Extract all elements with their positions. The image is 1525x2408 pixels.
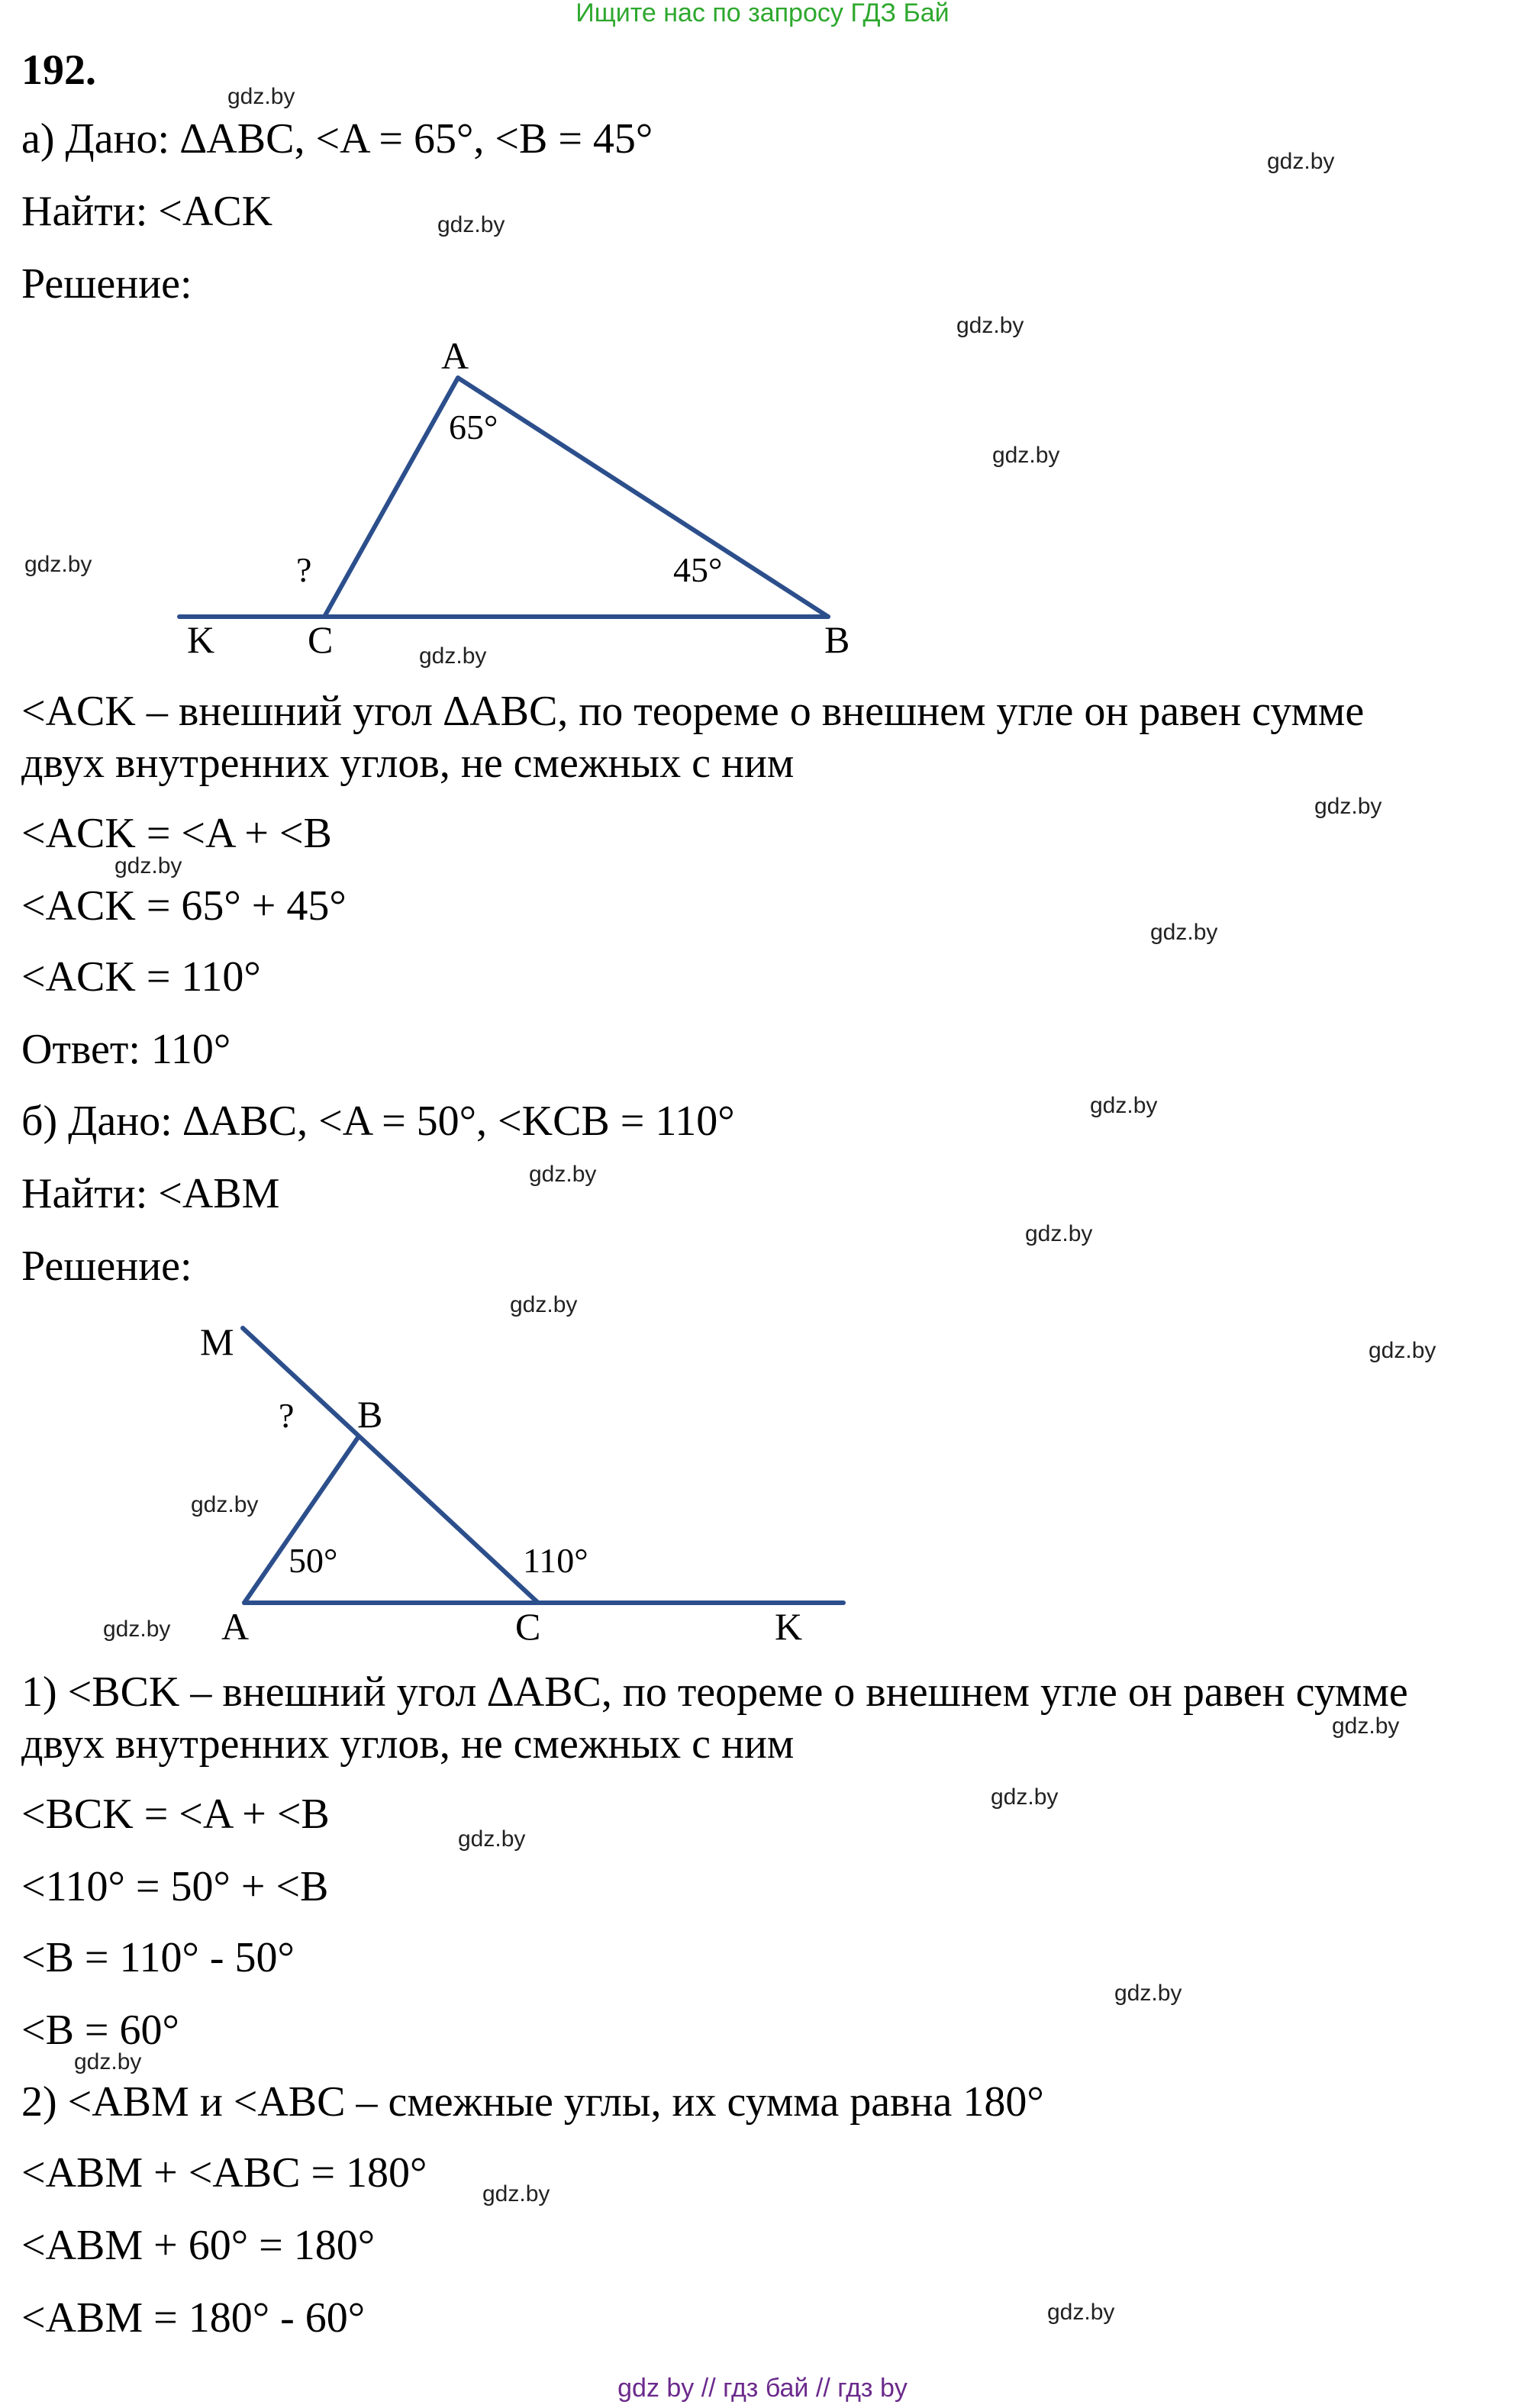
- part-b-step-3: <B = 110° - 50°: [21, 1934, 295, 1981]
- watermark: gdz.by: [103, 1617, 171, 1642]
- angle-a-value: 50°: [289, 1541, 338, 1580]
- watermark: gdz.by: [1314, 794, 1382, 819]
- part-a-solution-label: Решение:: [21, 260, 192, 308]
- watermark: gdz.by: [1150, 920, 1218, 945]
- watermark: gdz.by: [956, 313, 1024, 338]
- watermark: gdz.by: [1332, 1713, 1400, 1739]
- footer-links[interactable]: gdz by // гдз бай // гдз by: [617, 2374, 908, 2403]
- watermark: gdz.by: [114, 853, 182, 878]
- unknown-angle: ?: [279, 1396, 295, 1435]
- watermark: gdz.by: [510, 1292, 578, 1317]
- watermark: gdz.by: [1047, 2300, 1115, 2325]
- angle-c-value: 110°: [523, 1541, 588, 1580]
- part-b-find: Найти: <ABM: [21, 1170, 280, 1217]
- part-b-step-8: <ABM = 180° - 60°: [21, 2294, 366, 2342]
- watermark: gdz.by: [482, 2181, 550, 2207]
- watermark: gdz.by: [419, 643, 487, 669]
- watermark: gdz.by: [191, 1492, 259, 1517]
- part-a-step-2: <ACK = 65° + 45°: [21, 882, 347, 930]
- line-mc: [243, 1328, 538, 1603]
- part-b-step-2: <110° = 50° + <B: [21, 1863, 329, 1910]
- part-b-given: б) Дано: ∆ABC, <A = 50°, <KCB = 110°: [21, 1098, 735, 1145]
- watermark: gdz.by: [227, 84, 295, 109]
- search-banner[interactable]: Ищите нас по запросу ГДЗ Бай: [576, 0, 949, 27]
- watermark: gdz.by: [991, 1784, 1059, 1810]
- part-a-step-3: <ACK = 110°: [21, 953, 261, 1001]
- part-b-explanation-2: двух внутренних углов, не смежных с ним: [21, 1720, 795, 1768]
- watermark: gdz.by: [437, 212, 505, 237]
- angle-b-value: 45°: [673, 550, 723, 589]
- watermark: gdz.by: [992, 443, 1060, 468]
- watermark: gdz.by: [1114, 1981, 1182, 2006]
- vertex-a-label: A: [221, 1605, 250, 1648]
- problem-number: 192.: [21, 47, 96, 94]
- watermark: gdz.by: [24, 552, 92, 577]
- vertex-b-label: B: [357, 1393, 383, 1436]
- part-a-answer: Ответ: 110°: [21, 1026, 231, 1073]
- part-a-find: Найти: <ACK: [21, 188, 273, 235]
- part-b-step-1: <BCK = <A + <B: [21, 1791, 330, 1838]
- ray-k-label: K: [775, 1605, 803, 1648]
- part-b-solution-label: Решение:: [21, 1243, 192, 1290]
- part-a-explanation-1: <ACK – внешний угол ∆ABC, по теореме о внешнем угле он равен сумме: [21, 688, 1365, 735]
- vertex-k-label: K: [187, 618, 215, 661]
- part-b-step-7: <ABM + 60° = 180°: [21, 2222, 376, 2269]
- part-b-step-4: <B = 60°: [21, 2007, 179, 2054]
- watermark: gdz.by: [1025, 1221, 1093, 1246]
- part-b-step-5: 2) <ABM и <ABC – смежные углы, их сумма равна 180°: [21, 2078, 1044, 2126]
- watermark: gdz.by: [1369, 1338, 1436, 1363]
- vertex-b-label: B: [824, 618, 850, 661]
- unknown-angle: ?: [296, 550, 312, 589]
- part-b-step-6: <ABM + <ABC = 180°: [21, 2149, 427, 2197]
- watermark: gdz.by: [74, 2049, 142, 2074]
- watermark: gdz.by: [1090, 1093, 1158, 1118]
- part-b-explanation-1: 1) <BCK – внешний угол ∆ABC, по теореме о внешнем угле он равен сумме: [21, 1668, 1408, 1716]
- watermark: gdz.by: [529, 1162, 597, 1187]
- vertex-c-label: C: [308, 618, 334, 661]
- part-a-given: а) Дано: ∆ABC, <A = 65°, <B = 45°: [21, 115, 653, 163]
- watermark: gdz.by: [458, 1826, 526, 1852]
- part-a-explanation-2: двух внутренних углов, не смежных с ним: [21, 740, 795, 787]
- vertex-c-label: C: [515, 1605, 541, 1648]
- ray-m-label: M: [200, 1320, 234, 1363]
- vertex-a-label: A: [441, 334, 469, 377]
- watermark: gdz.by: [1267, 149, 1335, 174]
- part-a-step-1: <ACK = <A + <B: [21, 810, 332, 857]
- angle-a-value: 65°: [449, 408, 498, 446]
